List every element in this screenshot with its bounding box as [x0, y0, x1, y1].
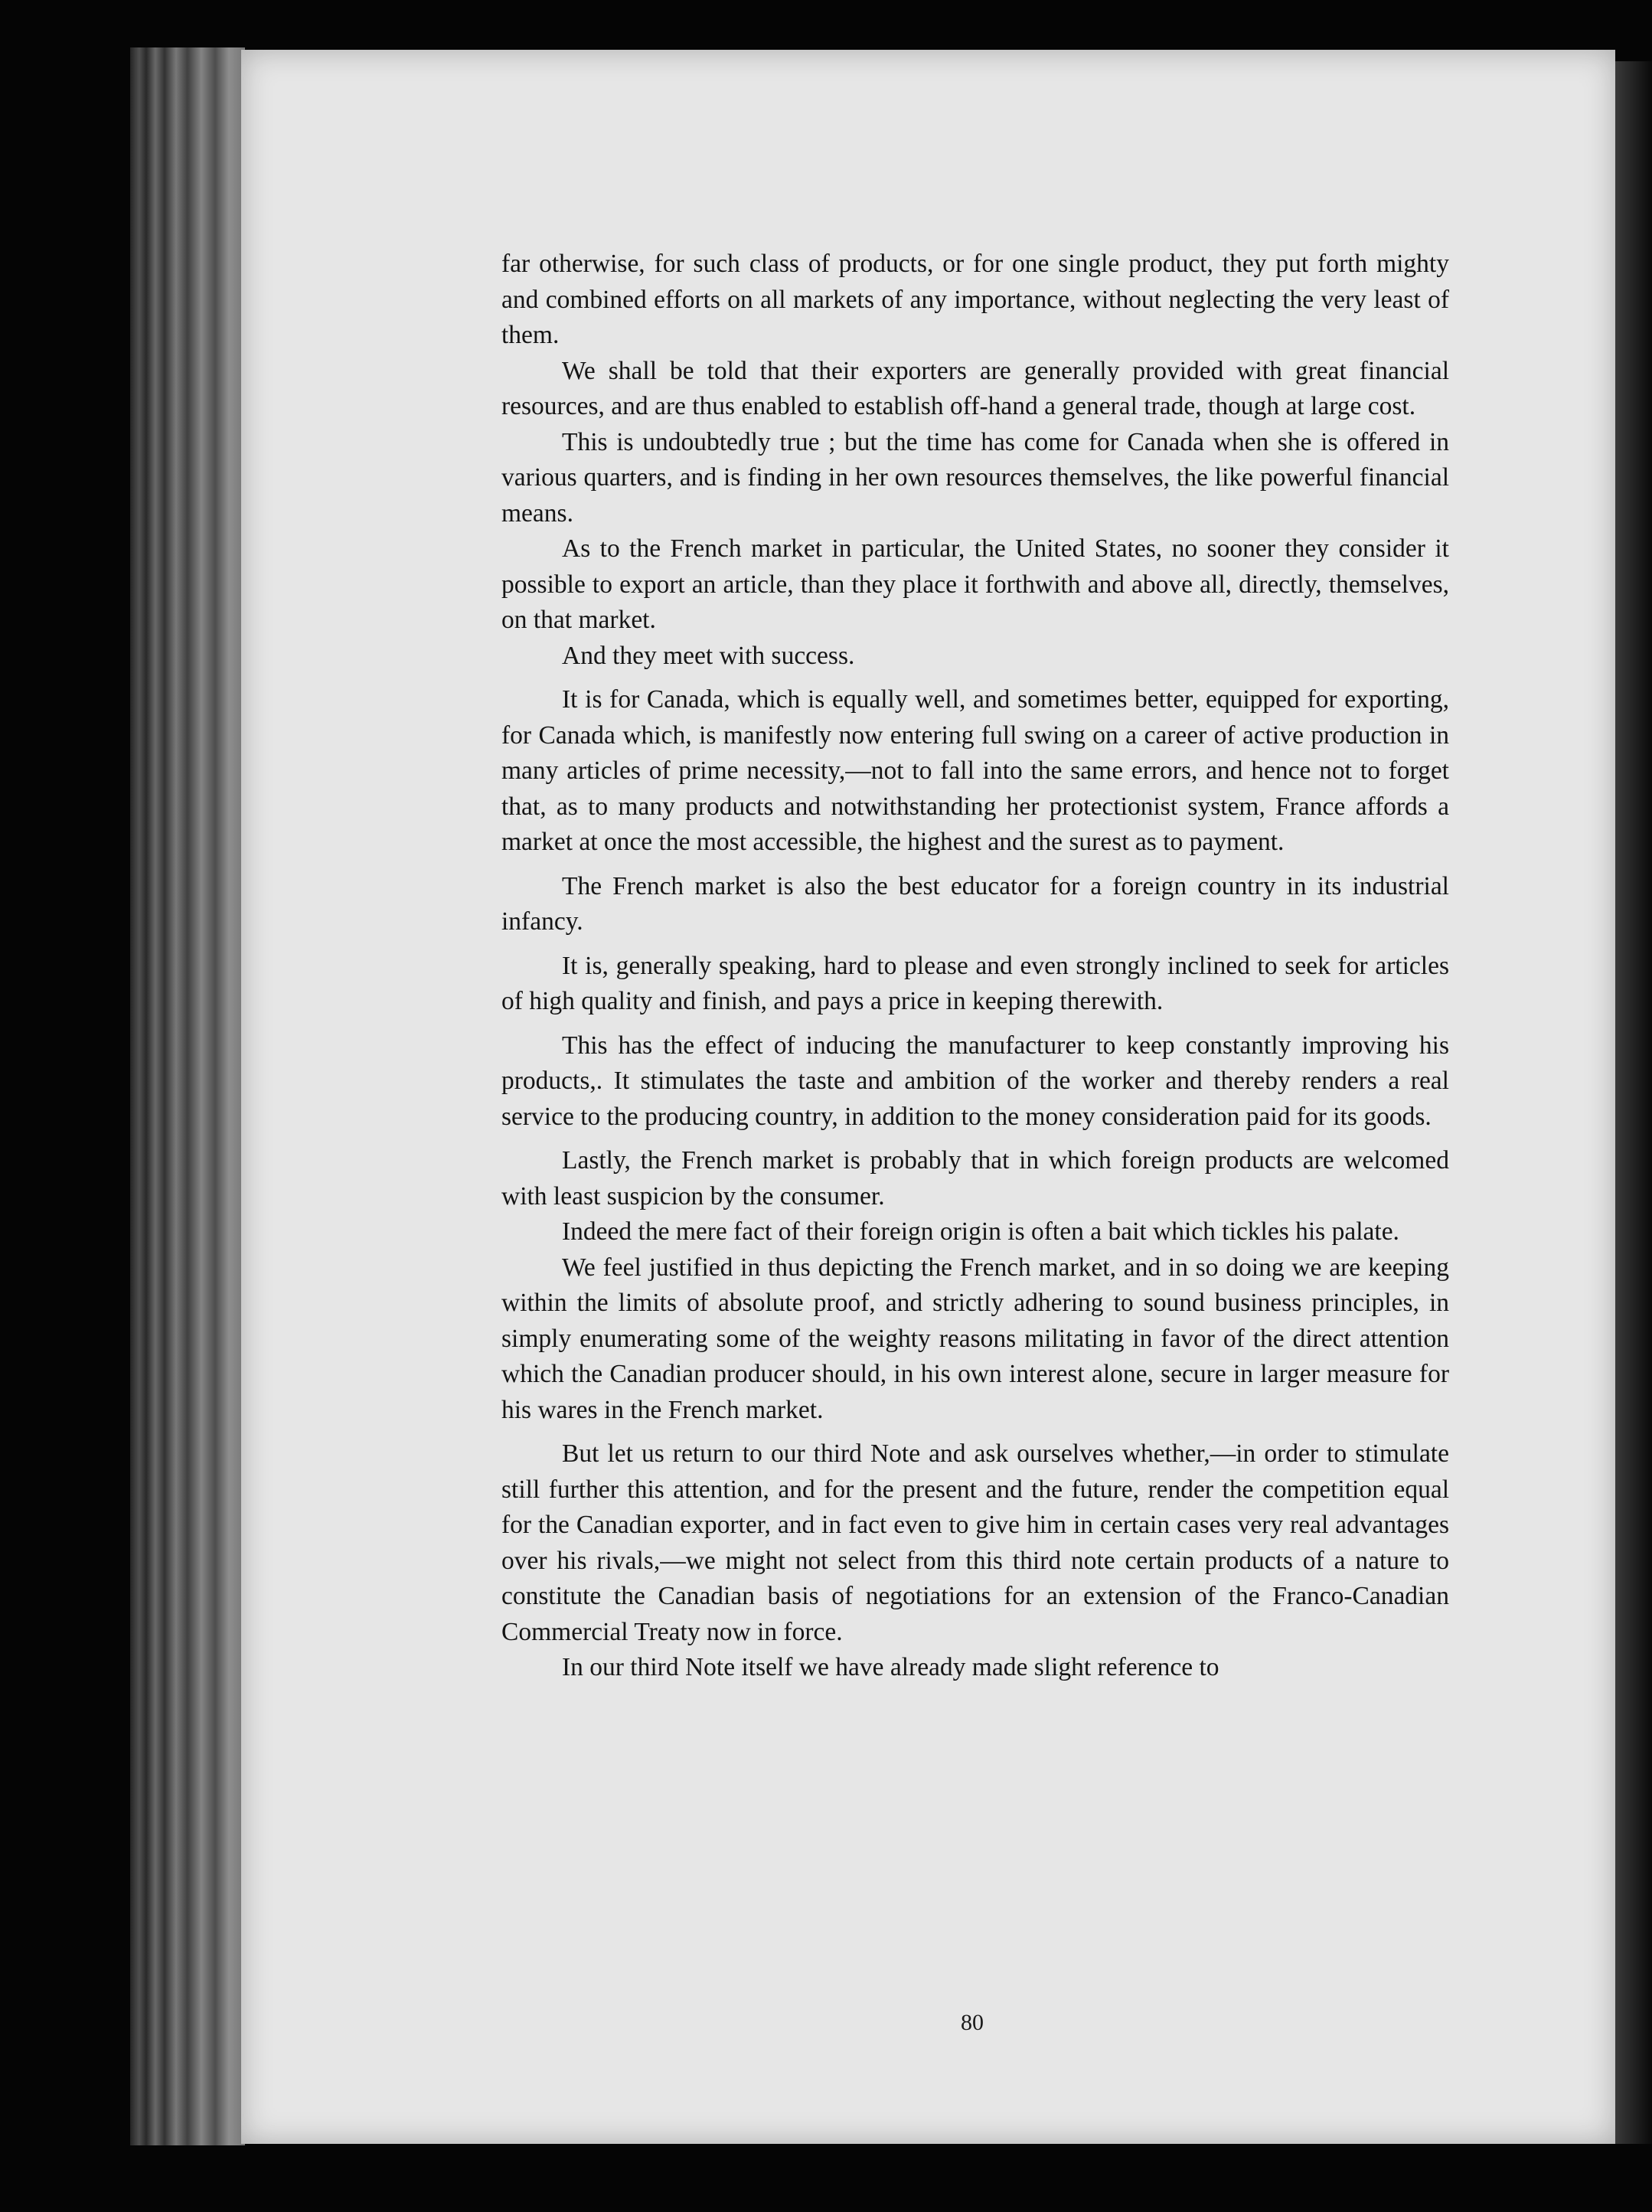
paragraph: We feel justified in thus depicting the French market, and in so doing we are keeping within the limits of absolute proof, and strictly adhering to sound business principles, in simply enumerating some of the weighty reasons militating in favor of the direct attention which the Canadian producer should, in his own interest alone, secure in larger measure for his wares in the French market.	[501, 1253, 1449, 1424]
paragraph: But let us return to our third Note and ask ourselves whether,—in order to stimulate still further this attention, and for the present and the future, render the competition equal for the Canadian exporter, and in fact even to give him in certain cases very real advantages over his rivals,—we might not select from this third note certain products of a nature to constitute the Canadian basis of negotiations for an extension of the Franco-Canadian Commercial Treaty now in force.	[501, 1439, 1449, 1646]
page-number: 80	[961, 2010, 984, 2035]
paragraph: The French market is also the best educator for a foreign country in its industrial infancy.	[501, 871, 1449, 936]
paragraph: far otherwise, for such class of products, or for one single product, they put forth mighty and combined efforts on all markets of any importance, without neglecting the very least of them.	[501, 250, 1449, 349]
page-right-shadow	[1615, 61, 1652, 2144]
paragraph: This is undoubtedly true ; but the time has come for Canada when she is offered in various quarters, and is finding in her own resources themselves, the like powerful financial means.	[501, 427, 1449, 528]
book-page-edges	[130, 47, 245, 2145]
paragraph: In our third Note itself we have already made slight reference to	[562, 1653, 1219, 1681]
paragraph: As to the French market in particular, the United States, no sooner they consider it possible to export an article, than they place it forthwith and above all, directly, themselves, on that market.	[501, 534, 1449, 634]
paragraph: Indeed the mere fact of their foreign origin is often a bait which tickles his palate.	[562, 1217, 1399, 1246]
paragraph: It is, generally speaking, hard to please and even strongly inclined to seek for articles of high quality and finish, and pays a price in keeping therewith.	[501, 951, 1449, 1015]
paragraph: Lastly, the French market is probably that in which foreign products are welcomed with least suspicion by the consumer.	[501, 1146, 1449, 1211]
page-text	[501, 247, 1449, 1686]
paragraph: This has the effect of inducing the manufacturer to keep constantly improving his products,. It stimulates the taste and ambition of the worker and thereby renders a real service to the producing country, in addition to the money consideration paid for its goods.	[501, 1031, 1449, 1131]
paragraph: We shall be told that their exporters are generally provided with great financial resources, and are thus enabled to establish off-hand a general trade, though at large cost.	[501, 356, 1449, 420]
paragraph: It is for Canada, which is equally well, and sometimes better, equipped for exporting, for Canada which, is manifestly now entering full swing on a career of active production in many articles of prime necessity,—not to fall into the same errors, and hence not to forget that, as to many products and notwithstanding her protectionist system, France affords a market at once the most accessible, the highest and the surest as to payment.	[501, 685, 1449, 856]
paragraph: And they meet with success.	[562, 641, 855, 670]
